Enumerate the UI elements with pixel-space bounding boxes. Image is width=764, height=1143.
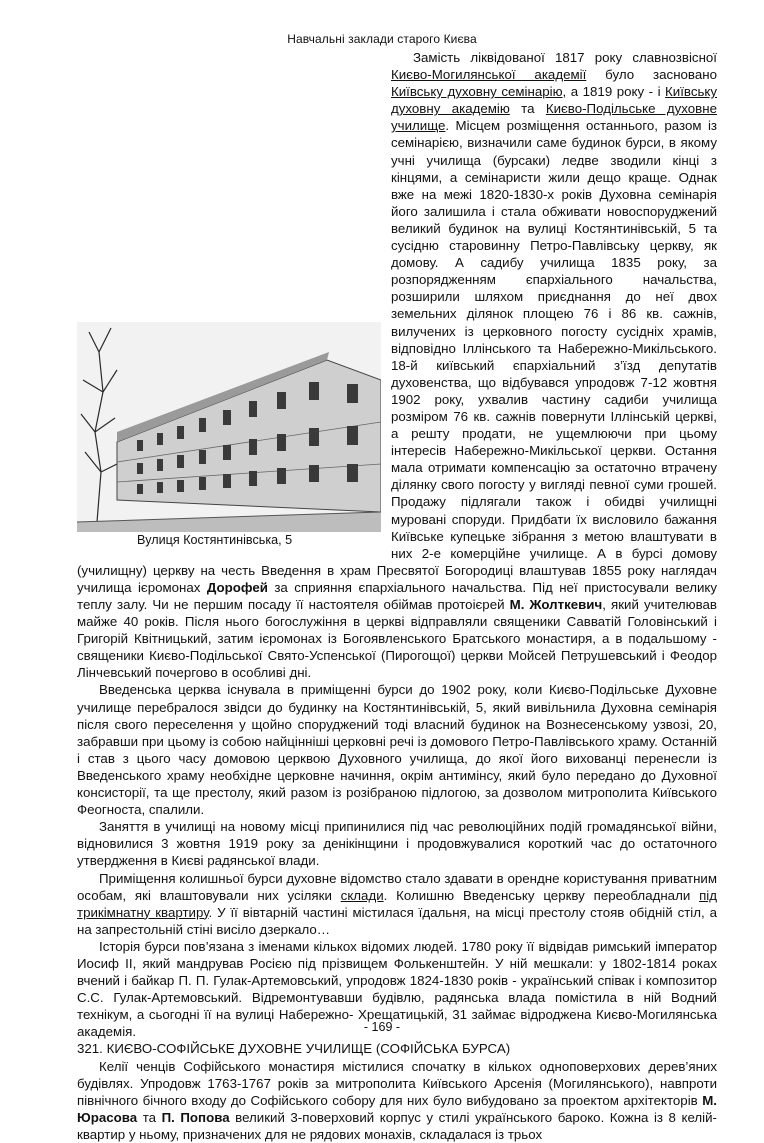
link-podil-theological-school[interactable]: Києво-Подільське духовне училище (391, 101, 717, 134)
running-header: Навчальні заклади старого Києва (287, 32, 477, 46)
paragraph-2: Введенська церква існувала в приміщенні бурси до 1902 року, коли Києво-Подільське Духовне училище перебралося звідси до будинку на Костянтинівській, 5, який вивільнила Духовна семінарія після свого переселення у щойно споруджений тоді власний будинок на Вознесенському узвозі, 20, забравши при цьому із собою найцінніші церковні речі із домового Петро-Павлівського храму. Останній і став з цього часу домовою церквою Духовного училища, до якої його вихованці перенесли із Введенського храму необхідне церковне начиння, окрім антимінсу, який було передано до Духовної консисторії, та ще престолу, який разом із розібраною підлогою, за дозволом митрополита Київського Феогноста, спалили. (77, 682, 717, 818)
bold-name-popov: П. Попова (161, 1109, 230, 1125)
building-photo (77, 322, 381, 532)
link-warehouses[interactable]: склади (340, 887, 384, 903)
figure-caption: Вулиця Костянтинівська, 5 (137, 533, 293, 547)
bold-name-dorofei: Дорофей (206, 579, 268, 595)
paragraph-3: Заняття в училищі на новому місці припинилися під час революційних подій громадянської війни, відновилися 3 жовтня 1919 року за денікінщини і продовжувалися короткий час до остаточного утвердження в Києві радянської влади. (77, 819, 717, 869)
figure-street-photo (77, 322, 381, 549)
page-body (77, 49, 717, 1143)
link-three-room-apartment[interactable]: трикімнатну квартиру (77, 904, 209, 920)
paragraph-5: Історія бурси пов’язана з іменами кількох відомих людей. 1780 року її відвідав римський імператор Иосиф II, який мандрував Росією під прізвищем Фолькенштейн. У ній мешкали: у 1802-1814 роках вчений і байкар П. П. Гулак-Артемовський, упродовж 1824-1830 років - український співак і композитор С.С. Гулак-Артемовський. Відремонтувавши будівлю, радянська влада помістила в ній Водний технікум, а сьогодні її на вулиці Набережно- Хрещатицькій, 31 займає відроджена Києво-Могилянська академія. (77, 938, 717, 1040)
paragraph-4: Приміщення колишньої бурси духовне відомство стало здавати в орендне користування приватним особам, які влаштовували них усіляки склади. Колишню Введенську церкву переобладнали під трикімнатну квартиру. У її вівтарній частині містилася їдальня, на місці престолу стояв обідній стіл, а на запрестольній стіні висіло дзеркало… (77, 870, 717, 937)
bold-name-yurasov: М. Юрасова (77, 1092, 717, 1125)
link-kyiv-theological-seminary[interactable]: Київську духовну семінарію (391, 84, 563, 100)
paragraph-6: Келії ченців Софійського монастиря містилися спочатку в кількох одноповерхових дерев’яних будівлях. Упродовж 1763-1767 років за митрополита Київського Арсенія (Могилянського), навпроти північного бічного входу до Софійського собору для них було вибудовано за проектом архітекторів М. Юрасова та П. Попова великий 3-поверховий корпус у стилі українського бароко. Кожна із 8 келій-квартир у ньому, призначених для не рядових монахів, складалася із трьох (77, 1058, 717, 1142)
bold-name-zholtkevych: М. Жолткевич (509, 597, 603, 612)
link-kyiv-mohyla-academy[interactable]: Києво-Могилянської академії (391, 67, 587, 83)
link-kyiv-theological-academy[interactable]: Київську духовну академію (391, 84, 718, 117)
page-number: - 169 - (363, 1020, 401, 1034)
paragraph-1: Замість ліквідованої 1817 року славнозвісної Києво-Могилянської академії було засновано Київську духовну семінарію, а 1819 року - і Київську духовну академію та Києво-Подільське духовне училище. Місцем розміщення останнього, разом із семінарією, визначили саме будинок бурси, в якому учні училища (бурсаки) ледве зводили кінці з кінцями, а семінаристи жили дещо краще. Однак вже на межі 1820-1830-х років Духовна семінарія його залишила і стала обживати новоспоруджений великий будинок на вулиці Костянтинівській, 5 та сусідню старовинну Петро-Павлівську церкву, як домову. А садибу училища 1835 року, за розпорядженням єпархіального начальства, розширили шляхом приєднання до неї двох земельних ділянок площею 76 і 86 кв. сажнів, вилучених із церковного погосту сусідніх храмів, відповідно Іллінського та Набережно-Микільського. 18-й київський єпархіальний з’їзд депутатів духовенства, що відбувався упродовж 7-12 жовтня 1902 року, ухвалив частину садиби училища розміром 76 кв. сажнів повернути Іллінській церкві, а решту продати, не ущемлюючи при цьому інтересів Набережно-Микільської церкви. Остання мала отримати компенсацію за остаточно втрачену ділянку свого погосту у вигляді певної суми грошей. Продажу підлягали також і обидві училищні муровані споруди. Придбати їх висловило бажання Київське купецьке зібрання з метою влаштувати в них 2-е комерційне училище. А в бурсі домову (училищну) церкву на честь Введення в храм Пресвятої Богородиці влаштував 1855 року наглядач училища ієромонах Дорофей за сприяння єпархіального начальства. Під неї пристосували велику теплу залу. Чи не першим посаду її настоятеля обіймав протоієрей М. Жолткевич, який учителював майже 40 років. Після нього богослужіння в церкві відправляли священики Савватій Головінський і Григорій Квітницький, затим ієромонах із Богоявленського Братського монастиря, а в подальшому - священики Києво-Подільської Свято-Успенської (Пирогощої) церкви Мойсей Петрушевський і Феодор Лінчевський почергово в особливі дні. (77, 50, 718, 681)
link-under[interactable]: під (699, 887, 717, 903)
section-title: 321. КИЄВО-СОФІЙСЬКЕ ДУХОВНЕ УЧИЛИЩЕ (СОФІЙСЬКА БУРСА) (77, 1041, 511, 1057)
